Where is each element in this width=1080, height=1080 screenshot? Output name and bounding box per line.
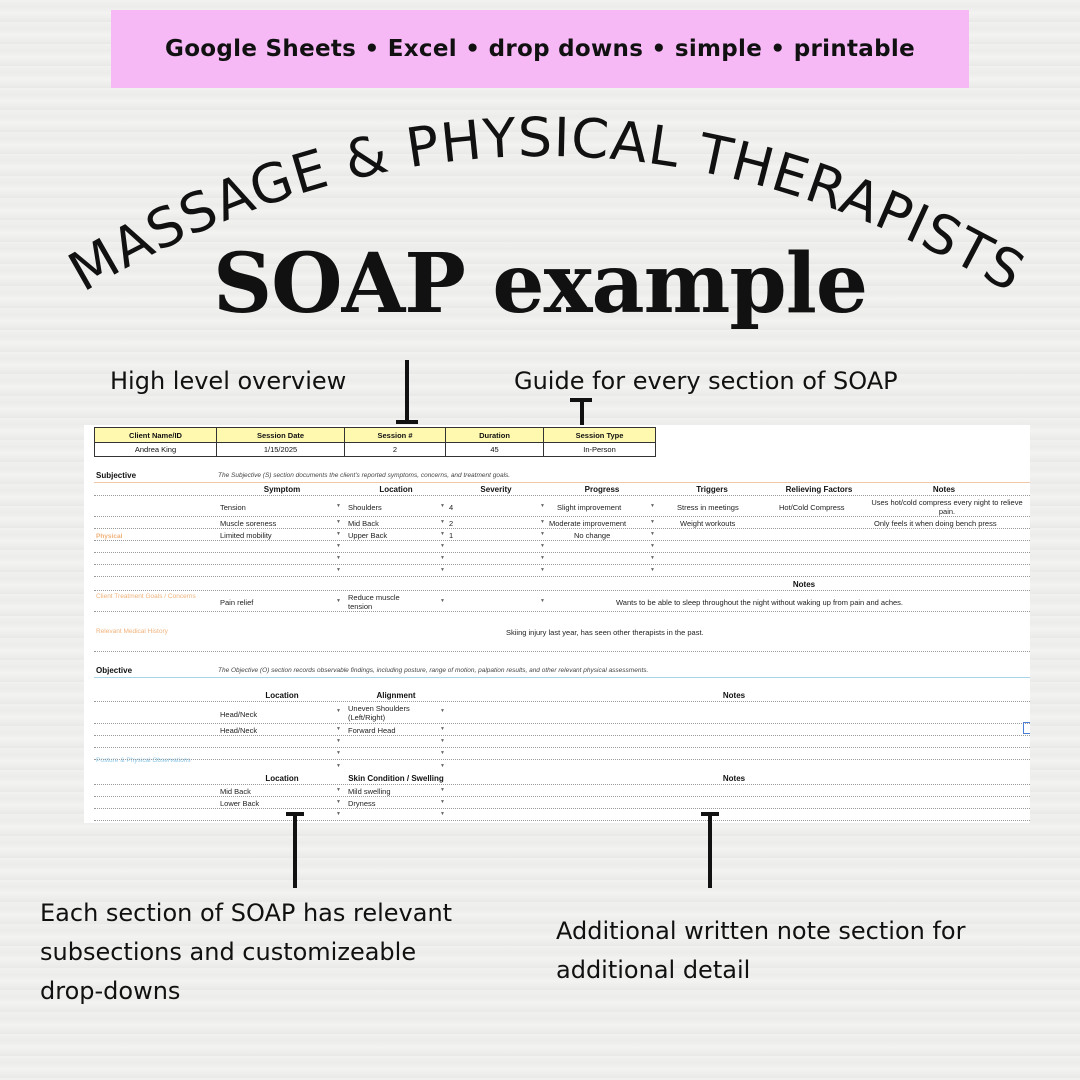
- value-date[interactable]: 1/15/2025: [216, 442, 345, 457]
- col-alignment: Alignment: [376, 691, 416, 700]
- dropdown-chevron-icon[interactable]: ▼: [336, 503, 341, 509]
- dropdown-chevron-icon[interactable]: ▼: [440, 799, 445, 805]
- cell-selection-handle[interactable]: [1023, 722, 1030, 734]
- notes-header: Notes: [792, 580, 816, 589]
- dropdown-chevron-icon[interactable]: ▼: [440, 750, 445, 756]
- goals-label: Client Treatment Goals / Concerns: [96, 593, 196, 600]
- goals-note[interactable]: Wants to be able to sleep throughout the night without waking up from pain and aches.: [616, 598, 903, 607]
- dropdown-chevron-icon[interactable]: ▼: [336, 787, 341, 793]
- dropdown-chevron-icon[interactable]: ▼: [336, 531, 341, 537]
- col-location: Location: [265, 691, 299, 700]
- col-location: Location: [265, 774, 299, 783]
- cell[interactable]: Head/Neck: [220, 710, 258, 719]
- dropdown-chevron-icon[interactable]: ▼: [650, 543, 655, 549]
- pointer-line: [405, 360, 409, 422]
- dropdown-chevron-icon[interactable]: ▼: [440, 708, 445, 714]
- cell[interactable]: Uneven Shoulders (Left/Right): [348, 704, 410, 722]
- value-type[interactable]: In-Person: [543, 442, 656, 457]
- pointer-line: [293, 812, 297, 888]
- dropdown-chevron-icon[interactable]: ▼: [440, 726, 445, 732]
- annotation-guide: Guide for every section of SOAP: [514, 367, 898, 395]
- dropdown-chevron-icon[interactable]: ▼: [540, 503, 545, 509]
- cell[interactable]: Pain relief: [220, 598, 254, 607]
- pointer-cap: [570, 398, 592, 402]
- dropdown-chevron-icon[interactable]: ▼: [336, 726, 341, 732]
- cell[interactable]: Reduce muscle tension: [348, 593, 400, 611]
- objective-title: Objective: [96, 666, 133, 675]
- dropdown-chevron-icon[interactable]: ▼: [440, 555, 445, 561]
- dropdown-chevron-icon[interactable]: ▼: [336, 738, 341, 744]
- cell[interactable]: Moderate improvement: [549, 519, 627, 528]
- col-notes: Notes: [722, 774, 746, 783]
- dropdown-chevron-icon[interactable]: ▼: [440, 531, 445, 537]
- cell[interactable]: Slight improvement: [557, 503, 622, 512]
- dropdown-chevron-icon[interactable]: ▼: [336, 567, 341, 573]
- page-title: SOAP example: [212, 236, 868, 332]
- cell[interactable]: Shoulders: [348, 503, 382, 512]
- cell[interactable]: Mid Back: [220, 787, 251, 796]
- annotation-subsections: Each section of SOAP has relevant subsections and customizeable drop-downs: [40, 899, 453, 1005]
- cell[interactable]: Dryness: [348, 799, 376, 808]
- dropdown-chevron-icon[interactable]: ▼: [440, 811, 445, 817]
- cell[interactable]: Muscle soreness: [220, 519, 277, 528]
- cell[interactable]: Mild swelling: [348, 787, 391, 796]
- dropdown-chevron-icon[interactable]: ▼: [440, 738, 445, 744]
- dropdown-chevron-icon[interactable]: ▼: [336, 519, 341, 525]
- physical-label: Physical: [96, 533, 123, 540]
- col-notes: Notes: [932, 485, 956, 494]
- dropdown-chevron-icon[interactable]: ▼: [336, 799, 341, 805]
- annotation-high-level: High level overview: [110, 367, 347, 395]
- cell[interactable]: Upper Back: [348, 531, 388, 540]
- dropdown-chevron-icon[interactable]: ▼: [540, 543, 545, 549]
- value-session[interactable]: 2: [344, 442, 446, 457]
- cell[interactable]: No change: [574, 531, 611, 540]
- col-location: Location: [379, 485, 413, 494]
- dropdown-chevron-icon[interactable]: ▼: [440, 763, 445, 769]
- dropdown-chevron-icon[interactable]: ▼: [336, 708, 341, 714]
- dropdown-chevron-icon[interactable]: ▼: [336, 555, 341, 561]
- dropdown-chevron-icon[interactable]: ▼: [650, 503, 655, 509]
- pointer-cap: [701, 812, 719, 816]
- dropdown-chevron-icon[interactable]: ▼: [440, 598, 445, 604]
- dropdown-chevron-icon[interactable]: ▼: [540, 598, 545, 604]
- dropdown-chevron-icon[interactable]: ▼: [336, 543, 341, 549]
- dropdown-chevron-icon[interactable]: ▼: [440, 543, 445, 549]
- cell[interactable]: Lower Back: [220, 799, 260, 808]
- posture-label: Posture & Physical Observations: [96, 757, 191, 764]
- header-type: Session Type: [543, 427, 656, 443]
- dropdown-chevron-icon[interactable]: ▼: [336, 750, 341, 756]
- cell[interactable]: 1: [449, 531, 454, 540]
- dropdown-chevron-icon[interactable]: ▼: [650, 555, 655, 561]
- annotation-notes: Additional written note section for additional detail: [556, 917, 966, 984]
- dropdown-chevron-icon[interactable]: ▼: [336, 763, 341, 769]
- cell[interactable]: Stress in meetings: [677, 503, 739, 512]
- dropdown-chevron-icon[interactable]: ▼: [440, 519, 445, 525]
- dropdown-chevron-icon[interactable]: ▼: [440, 567, 445, 573]
- cell[interactable]: Head/Neck: [220, 726, 258, 735]
- dropdown-chevron-icon[interactable]: ▼: [336, 598, 341, 604]
- svg-text:MASSAGE & PHYSICAL THERAPISTS: MASSAGE & PHYSICAL THERAPISTS: [58, 105, 1036, 305]
- feature-banner: Google Sheets • Excel • drop downs • simple • printable: [111, 10, 969, 88]
- dropdown-chevron-icon[interactable]: ▼: [650, 519, 655, 525]
- dropdown-chevron-icon[interactable]: ▼: [540, 555, 545, 561]
- dropdown-chevron-icon[interactable]: ▼: [540, 519, 545, 525]
- dropdown-chevron-icon[interactable]: ▼: [540, 567, 545, 573]
- col-severity: Severity: [480, 485, 512, 494]
- dropdown-chevron-icon[interactable]: ▼: [650, 567, 655, 573]
- col-relieving: Relieving Factors: [785, 485, 853, 494]
- value-client[interactable]: Andrea King: [94, 442, 217, 457]
- subjective-desc: The Subjective (S) section documents the client's reported symptoms, concerns, and treatment goals.: [218, 472, 511, 479]
- pointer-cap: [396, 420, 418, 424]
- pointer-line: [708, 812, 712, 888]
- col-skin: Skin Condition / Swelling: [348, 774, 444, 783]
- history-note[interactable]: Skiing injury last year, has seen other therapists in the past.: [506, 628, 704, 637]
- spreadsheet-preview: [84, 425, 1030, 823]
- col-symptom: Symptom: [263, 485, 301, 494]
- dropdown-chevron-icon[interactable]: ▼: [650, 531, 655, 537]
- dropdown-chevron-icon[interactable]: ▼: [440, 787, 445, 793]
- cell[interactable]: Forward Head: [348, 726, 396, 735]
- objective-desc: The Objective (O) section records observable findings, including posture, range of motion, palpation results, and other relevant physical assessments.: [218, 667, 649, 674]
- cell[interactable]: Uses hot/cold compress every night to relieve pain.: [871, 498, 1023, 516]
- history-label: Relevant Medical History: [96, 628, 168, 635]
- col-progress: Progress: [584, 485, 620, 494]
- cell[interactable]: Mid Back: [348, 519, 379, 528]
- cell[interactable]: Tension: [220, 503, 246, 512]
- header-client: Client Name/ID: [94, 427, 217, 443]
- cell[interactable]: 4: [449, 503, 454, 512]
- col-notes: Notes: [722, 691, 746, 700]
- header-duration: Duration: [445, 427, 544, 443]
- header-session: Session #: [344, 427, 446, 443]
- cell[interactable]: Weight workouts: [680, 519, 736, 528]
- col-triggers: Triggers: [696, 485, 728, 494]
- dropdown-chevron-icon[interactable]: ▼: [440, 503, 445, 509]
- cell[interactable]: 2: [449, 519, 454, 528]
- value-duration[interactable]: 45: [445, 442, 544, 457]
- dropdown-chevron-icon[interactable]: ▼: [336, 811, 341, 817]
- dropdown-chevron-icon[interactable]: ▼: [540, 531, 545, 537]
- header-date: Session Date: [216, 427, 345, 443]
- subjective-title: Subjective: [96, 471, 137, 480]
- cell[interactable]: Hot/Cold Compress: [779, 503, 845, 512]
- cell[interactable]: Only feels it when doing bench press: [874, 519, 997, 528]
- cell[interactable]: Limited mobility: [220, 531, 272, 540]
- pointer-cap: [286, 812, 304, 816]
